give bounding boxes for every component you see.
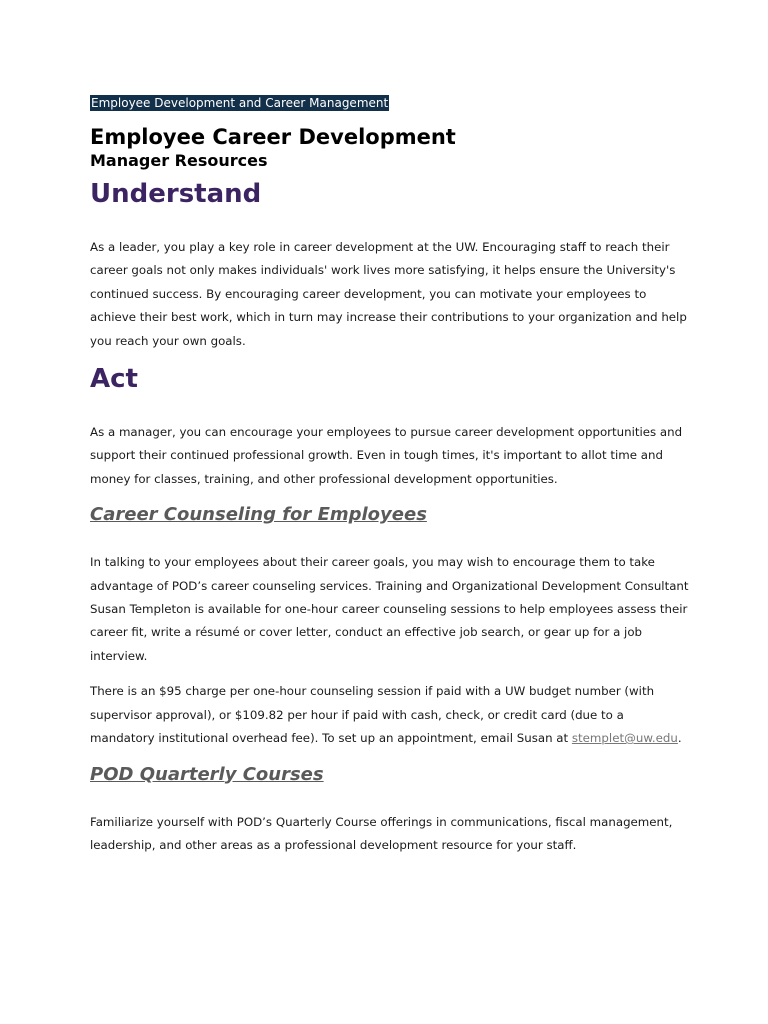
paragraph-career-counseling-1: In talking to your employees about their career goals, you may wish to encourage them to take advantage of POD’s career counseling services. Training and Organizational Development Consultant Susan Templeton is available for one-hour career counseling sessions to help employees assess their career fit, write a résumé or cover letter, conduct an effective job search, or gear up for a job interview. bbox=[90, 555, 689, 663]
heading-act: Act bbox=[90, 364, 138, 395]
page-title: Employee Career Development bbox=[90, 125, 456, 149]
document-page bbox=[90, 92, 690, 857]
breadcrumb[interactable]: Employee Development and Career Management bbox=[91, 96, 389, 110]
paragraph-career-counseling-2-end: . bbox=[677, 731, 682, 746]
paragraph-act: As a manager, you can encourage your employees to pursue career development opportunities and support their continued professional growth. Even in tough times, it's important to allot time and money for classes, training, and other professional development opportunities. bbox=[90, 425, 683, 486]
heading-pod-courses-link[interactable]: POD Quarterly Courses bbox=[90, 763, 324, 785]
heading-career-counseling-link[interactable]: Career Counseling for Employees bbox=[90, 504, 427, 526]
heading-understand: Understand bbox=[90, 179, 262, 209]
page-subtitle: Manager Resources bbox=[90, 151, 268, 170]
paragraph-career-counseling-2-text: There is an $95 charge per one-hour counseling session if paid with a UW budget number (with supervisor approval), or $109.82 per hour if paid with cash, check, or credit card (due to a mandatory institutional overhead fee). To set up an appointment, email Susan at bbox=[90, 684, 655, 746]
paragraph-pod-courses: Familiarize yourself with POD’s Quarterly Course offerings in communications, fiscal management, leadership, and other areas as a professional development resource for your staff. bbox=[90, 814, 673, 852]
breadcrumb-row bbox=[90, 92, 690, 108]
paragraph-career-counseling-2 bbox=[90, 680, 690, 750]
email-link[interactable]: stemplet@uw.edu bbox=[571, 731, 678, 746]
paragraph-understand: As a leader, you play a key role in career development at the UW. Encouraging staff to reach their career goals not only makes individuals' work lives more satisfying, it helps ensure the University's continued success. By encouraging career development, you can motivate your employees to achieve their best work, which in turn may increase their contributions to your organization and help you reach your own goals. bbox=[90, 240, 687, 348]
